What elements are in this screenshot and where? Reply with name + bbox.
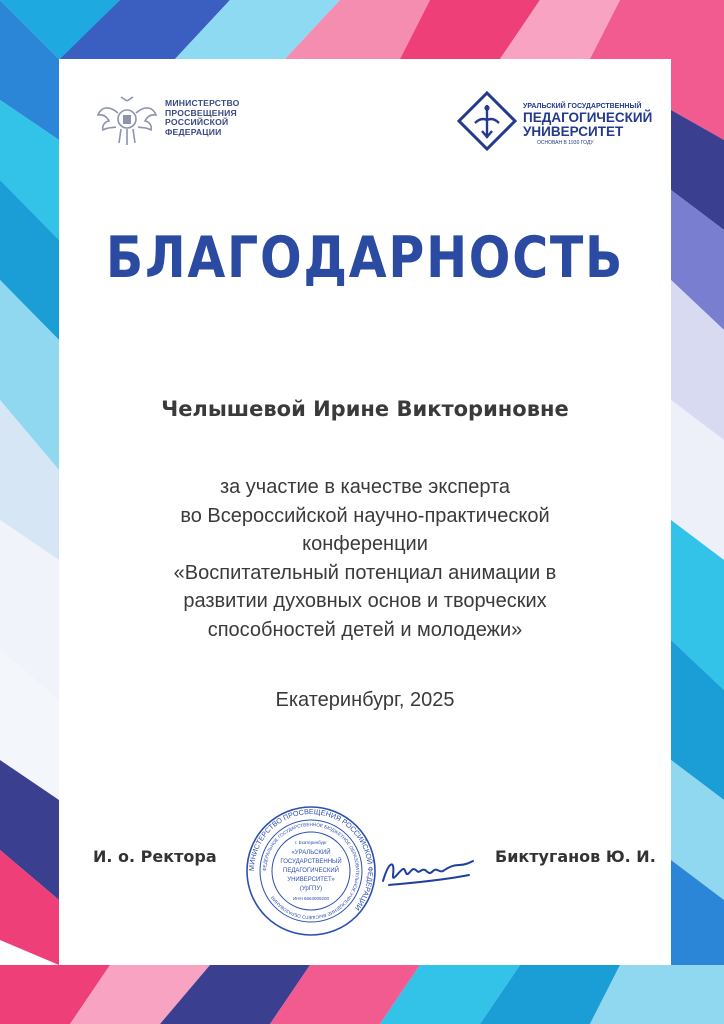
certificate-card [59, 59, 671, 965]
body-line: «Воспитательный потенциал анимации в [173, 561, 557, 584]
university-region: УРАЛЬСКИЙ ГОСУДАРСТВЕННЫЙ [523, 103, 642, 110]
official-seal-stamp [244, 804, 378, 938]
signatory-name: Биктуганов Ю. И. [495, 847, 656, 866]
seal-outer-text: МИНИСТЕРСТВО ПРОСВЕЩЕНИЯ РОССИЙСКОЙ ФЕДЕРАЦИИ [246, 806, 376, 913]
university-diamond-icon [457, 91, 517, 151]
body-line: конференции [302, 533, 428, 556]
body-line: во Всероссийской научно-практической [180, 504, 550, 527]
recipient-name: Челышевой Ирине Викториновне [161, 397, 569, 421]
body-line: способностей детей и молодежи» [207, 618, 523, 641]
ministry-logo [95, 93, 265, 149]
eagle-emblem-icon [95, 93, 159, 149]
seal-center-line: ГОСУДАРСТВЕННЫЙ [280, 859, 342, 865]
seal-inner-text: ФЕДЕРАЛЬНОЕ ГОСУДАРСТВЕННОЕ БЮДЖЕТНОЕ ОБРАЗОВАТЕЛЬНОЕ УЧРЕЖДЕНИЕ ВЫСШЕГО ОБРАЗОВАНИЯ [261, 821, 361, 921]
body-line: за участие в качестве эксперта [219, 476, 511, 498]
ministry-name: МИНИСТЕРСТВО ПРОСВЕЩЕНИЯ РОССИЙСКОЙ ФЕДЕРАЦИИ [165, 98, 240, 137]
seal-city: г. Екатеринбург [295, 840, 327, 845]
university-founded: ОСНОВАН В 1930 ГОДУ [537, 140, 594, 146]
body-line: развитии духовных основ и творческих [183, 590, 547, 613]
certificate-title: БЛАГОДАРНОСТЬ [105, 225, 625, 291]
handwritten-signature [379, 851, 477, 893]
city-year: Екатеринбург, 2025 [275, 689, 455, 711]
seal-center-line: (УрГПУ) [299, 886, 323, 892]
certificate-body [119, 473, 611, 645]
seal-center-line: ПЕДАГОГИЧЕСКИЙ [283, 868, 339, 874]
signatory-position: И. о. Ректора [93, 847, 217, 866]
seal-center-line: УНИВЕРСИТЕТ» [287, 877, 335, 883]
seal-inn: ИНН 6663009200 [292, 896, 330, 901]
seal-center-line: «УРАЛЬСКИЙ [291, 850, 331, 856]
university-name: ПЕДАГОГИЧЕСКИЙ УНИВЕРСИТЕТ [523, 110, 653, 139]
university-logo [457, 91, 653, 151]
